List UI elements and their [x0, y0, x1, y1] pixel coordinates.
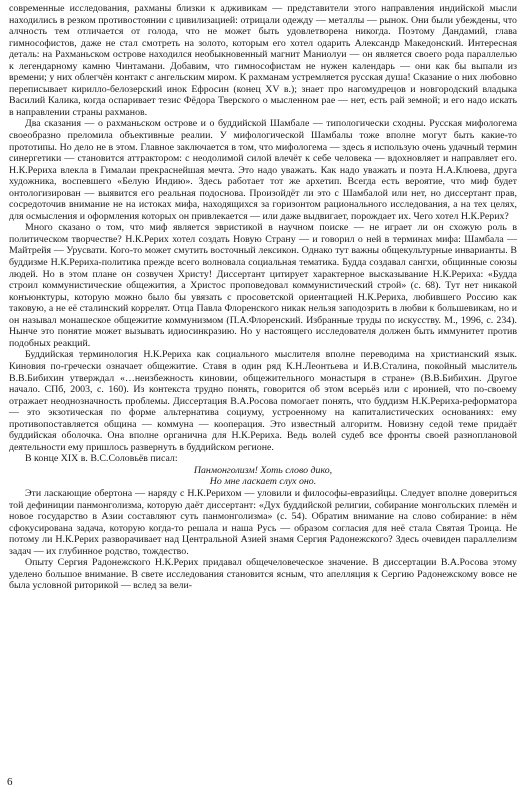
page-number: 6: [7, 776, 13, 788]
verse-quote: [9, 465, 517, 488]
paragraph-3: Много сказано о том, что миф является эвристикой в научном поиске — не играет ли он схожую роль в политическом творчестве? Н.К.Рерих хотел создать Новую Страну — и говорил о ней в терминах мифа: Шамбала — Майтрейя — Урусвати. Кого-то может смутить восточный лексикон. Однако тут важны общекультурные инварианты. В буддизме Н.К.Рериха-политика прежде всего волновала социальная тематика. Будда создавал сангхи, общинные союзы людей. Но в этом плане он созвучен Христу! Диссертант цитирует характерное высказывание Н.К.Рериха: «Будда строил коммунистические общежития, а Христос проповедовал коммунистический строй» (с. 68). Тут нет никакой конъюнктуры, которую можно было бы увязать с просоветской ориентацией Н.К.Рериха, любившего Россию как таковую, а не её сталинский коррелят. Отца Павла Флоренского никак нельзя заподозрить в любви к большевикам, но и он называл монашеское общежитие коммунизмом (П.А.Флоренский. Избранные труды по искусству. М., 1996, с. 234). Нынче это понятие может вызывать идиосинкразию. Но у настоящего исследователя должен быть иммунитет против подобных реакций.: [9, 222, 517, 349]
paragraph-4: Буддийская терминология Н.К.Рериха как социального мыслителя вполне переводима на христианский язык. Киновия по-гречески означает общежитие. Ставя в один ряд К.Н.Леонтьева и И.В.Сталина, покойный мыслитель В.В.Бибихин утверждал «…неизбежность киновии, общежительного монастыря в стране» (В.В.Бибихин. Другое начало. СПб, 2003, с. 160). Из контекста трудно понять, говорится об этом всерьёз или с иронией, что по-своему отражает неоднозначность проблемы. Диссертация В.А.Росова помогает понять, что буддизм Н.К.Рериха-реформатора — это экзотическая по форме альтернатива социуму, устроенному на капиталистических основаниях: ему противопоставляется община — коммуна — кооперация. Это известный алгоритм. Новизну седой теме придаёт буддийская оболочка. Она вполне органична для Н.К.Рериха. Ведь волей судеб все фронты своей разноплановой деятельности ему пришлось развернуть в буддийском регионе.: [9, 349, 517, 453]
verse-line-1: Панмонголизм! Хоть слово дико,: [193, 464, 333, 476]
paragraph-2: Два сказания — о рахманьском острове и о буддийской Шамбале — типологически сходны. Русская мифологема своеобразно преломила объективные реалии. У мифологической Шамбалы тоже вполне могут быть какие-то прототипы. Но дело не в этом. Главное заключается в том, что мифологема — здесь я использую очень удачный термин синергетики — становится аттрактором: с неодолимой силой влечёт к себе человека — вдохновляет и направляет его. Н.К.Рериха влекла в Гималаи прекраснейшая мечта. Это надо уважать. Как надо уважать и поэта Н.А.Клюева, друга художника, воспевшего «Белую Индию». Здесь работает тот же архетип. Всегда есть вероятие, что миф будет онтологизирован — выявится его реальная подоснова. Произойдёт ли это с Шамбалой или нет, но диссертант прав, сосредоточив внимание не на истоках мифа, находящихся за горизонтом рационального исследования, а на тех целях, для осмысления и оформления которых он привлекается — или даже выдвигает, порождает их. Чего хотел Н.К.Рерих?: [9, 118, 517, 222]
paragraph-1: современные исследования, рахманы близки к адживикам — представители этого направления индийской мысли находились в резком противостоянии с цивилизацией: отрицали одежду — металлы — рынок. Они были убеждены, что алчность тем отличается от голода, что не может быть удовлетворена никогда. Поэтому Дандамий, глава гимнософистов, даже не стал смотреть на золото, которым его хотел одарить Александр Македонский. Интересная деталь: на Рахманьском острове находился необыкновенный магнит Маниолуи — он является своего рода параллелью к легендарному камню Чинтамани. Добавим, что гимнософистам не нужен календарь — они как бы выпали из времени; у них облегчён контакт с ангельским миром. К рахманам устремляется русская душа! Сказание о них любовно переписывает кирилло-белозерский инок Ефросин (конец XV в.); знает про нагомудрецов и новгородский владыка Василий Калика, когда оспаривает тезис Фёдора Тверского о мысленном рае — нет, есть рай земной; и его надо искать в направлении страны рахманов.: [9, 3, 517, 118]
paragraph-7: Опыту Сергия Радонежского Н.К.Рерих придавал общечеловеческое значение. В диссертации В.А.Росова этому уделено большое внимание. В свете исследования становится ясным, что апелляция к Сергию Радонежскому вовсе не была условной риторикой — вслед за вели-: [9, 557, 517, 592]
body-text: [9, 3, 517, 592]
verse-line-2: Но мне ласкает слух оно.: [209, 476, 317, 488]
paragraph-5: В конце XIX в. В.С.Соловьёв писал:: [25, 453, 178, 465]
paragraph-6: Эти ласкающие обертона — наряду с Н.К.Рерихом — уловили и философы-евразийцы. Следует вполне довериться той дефиниции панмонголизма, которую даёт диссертант: «Дух буддийской религии, собирание монгольских племён и новое государство в Азии составляют суть панмонголизма» (с. 54). Обратим внимание на слово собирание: в нём сфокусирована задача, которую когда-то решала и наша Русь — образом согласия для неё стала Святая Троица. Не потому ли Н.К.Рерих разворачивает над Центральной Азией знамя Сергия Радонежского? Здесь очевиден параллелизм задач — их глубинное родство, тождество.: [9, 488, 517, 557]
